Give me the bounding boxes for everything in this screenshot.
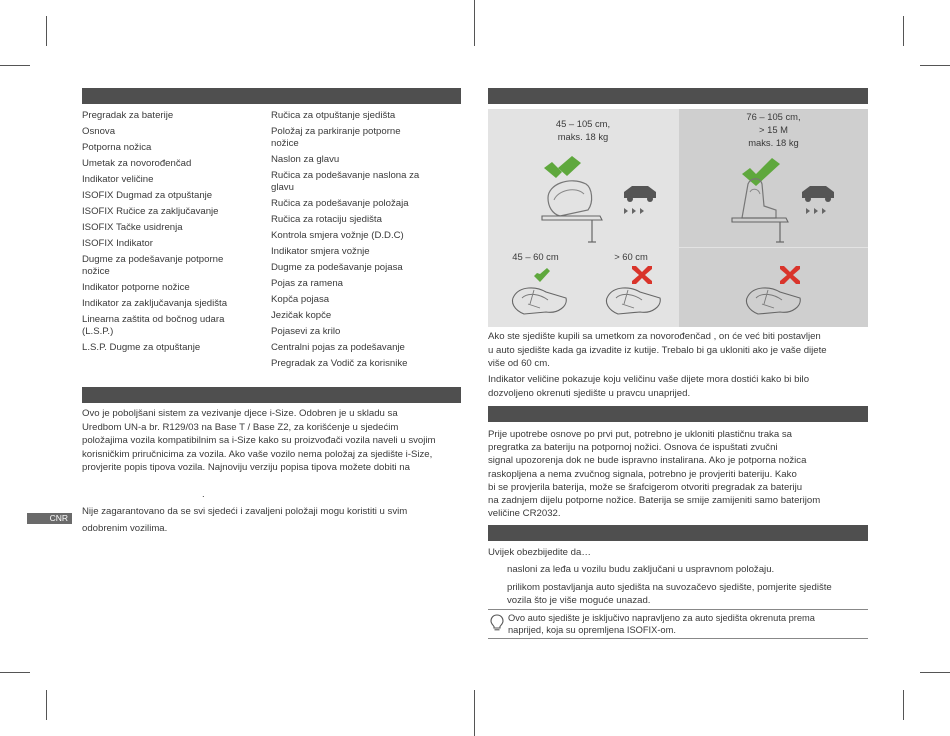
crop-mark [474, 0, 475, 46]
parts-list-2 [271, 110, 441, 374]
list-item: Centralni pojas za podešavanje [271, 342, 405, 353]
list-item: Pregradak za Vodič za korisnike [271, 358, 408, 369]
checklist [507, 563, 877, 608]
cross-icon [632, 266, 652, 284]
section-header-usage [488, 88, 868, 104]
seat-forward-illustration [720, 154, 860, 244]
insert-ok-illustration [506, 264, 576, 324]
lightbulb-icon [490, 614, 504, 632]
list-item: ISOFIX Dugmad za otpuštanje [82, 190, 213, 201]
crop-mark [903, 690, 904, 720]
crop-mark [46, 690, 47, 720]
list-item: vozila što je više moguće unazad. [507, 595, 651, 606]
list-item: Ručica za otpuštanje sjedišta [271, 110, 396, 121]
insert-text: Ako ste sjedište kupili sa umetkom za novorođenčad , on će već biti postavljen u auto sjedište kada ga izvadite iz kutije. Trebalo bi ga ukloniti ako je vaše dijete više od 60 cm. [488, 331, 827, 369]
list-item: Ručica za rotaciju sjedišta [271, 214, 382, 225]
list-item: Pojasevi za krilo [271, 326, 341, 337]
list-item: Položaj za parkiranje potporne nožice [271, 126, 401, 149]
list-item: Kontrola smjera vožnje (D.D.C) [271, 230, 404, 241]
list-item: Naslon za glavu [271, 154, 340, 165]
crop-mark [920, 65, 950, 66]
grid-label-2b: > 15 M [759, 124, 788, 135]
grid-label-2c: maks. 18 kg [748, 137, 799, 148]
list-item: ISOFIX Tačke usidrenja [82, 222, 183, 233]
warranty-text: Nije zagarantovano da se svi sjedeći i zavaljeni položaji mogu koristiti u svim odobrenim vozilima. [82, 506, 408, 534]
usage-grid [488, 109, 868, 327]
list-item: Pregradak za baterije [82, 110, 174, 121]
size-indicator-text: Indikator veličine pokazuje koju veličinu vaše dijete mora dostići kako bi bilo dozvoljeno okrenuti sjedište u pravcu unaprijed. [488, 374, 810, 399]
list-item: L.S.P. Dugme za otpuštanje [82, 342, 201, 353]
check-icon [534, 268, 550, 282]
list-item: Potporna nožica [82, 142, 152, 153]
crop-mark [0, 672, 30, 673]
language-tab: CNR [27, 513, 72, 524]
list-item: ISOFIX Indikator [82, 238, 153, 249]
battery-text: Prije upotrebe osnove po prvi put, potrebno je ukloniti plastičnu traka sa pregratka za bateriju na potpornoj nožici. Osnova će ispuštati zvučni signal upozorenja dok ne bude ispravno instalirana. Ako je potporna nožica raskopljena a nema zvučnog signala, potrebno je provjeriti bateriju. Kako bi se provjerila baterija, može se šrafcigerom otvoriti pregradak za bateriju na zadnjem dijelu potporne nožice. Baterija se smije zamijeniti samo baterijom veličine CR2032. [488, 429, 821, 520]
list-item: ISOFIX Ručice za zaključavanje [82, 206, 219, 217]
grid-label-2a: 76 – 105 cm, [746, 111, 801, 122]
crop-mark [474, 690, 475, 736]
crop-mark [920, 672, 950, 673]
check-icon [558, 156, 581, 176]
list-item: Indikator potporne nožice [82, 282, 190, 293]
insert-forward-no-illustration [740, 264, 810, 324]
section-header-battery [488, 406, 868, 422]
list-item: Ručica za podešavanje položaja [271, 198, 409, 209]
list-item: Indikator smjera vožnje [271, 246, 370, 257]
list-item: Pojas za ramena [271, 278, 343, 289]
grid-label-4: > 60 cm [614, 251, 648, 262]
list-item: prilikom postavljanja auto sjedišta na suvozačevo sjedište, pomjerite sjedište [507, 581, 832, 593]
list-item: Osnova [82, 126, 116, 137]
list-item: Dugme za podešavanje potporne nožice [82, 254, 224, 277]
direction-arrows-icon [806, 208, 826, 214]
cross-icon [780, 266, 800, 284]
crop-mark [46, 16, 47, 46]
grid-label-3: 45 – 60 cm [512, 251, 559, 262]
seat-rearward-illustration [528, 154, 668, 244]
list-item: Indikator veličine [82, 174, 154, 185]
section-header-approval [82, 387, 461, 403]
list-item: Ručica za podešavanje naslona za glavu [271, 170, 420, 193]
insert-no-illustration [600, 264, 670, 324]
list-item: Linearna zaštita od bočnog udara (L.S.P.) [82, 314, 225, 337]
car-icon [624, 186, 656, 198]
direction-arrows-icon [624, 208, 644, 214]
checklist-intro: Uvijek obezbijedite da… [488, 547, 591, 558]
list-item: Kopča pojasa [271, 294, 330, 305]
section-header-safety [488, 525, 868, 541]
parts-list-1 [82, 110, 252, 358]
grid-label-1a: 45 – 105 cm, [555, 118, 611, 129]
list-item: Indikator za zaključavanja sjedišta [82, 298, 228, 309]
crop-mark [903, 16, 904, 46]
crop-mark [0, 65, 30, 66]
list-item: Umetak za novorođenčad [82, 158, 192, 169]
approval-text: Ovo je poboljšani sistem za vezivanje djece i-Size. Odobren je u skladu sa Uredbom UN-a br. R129/03 na Base T / Base Z2, za korišćenje u sjedećim položajima vozila kompatibilnim sa i-Size kako su proizvođači vozila naveli u svojim korisničkim priručnicima za vozila. Ako vaše vozilo nema položaj za sjedište i-Size, provjerite popis tipova vozila. Najnoviju verziju popisa tipova možete dobiti na . [82, 408, 436, 500]
tip-text: Ovo auto sjedište je isključivo napravljeno za auto sjedišta okrenuta prema naprijed, koja su opremljena ISOFIX-om. [508, 613, 815, 635]
section-header-parts [82, 88, 461, 104]
list-item: nasloni za leđa u vozilu budu zaključani u uspravnom položaju. [507, 564, 775, 575]
tip-box [488, 609, 868, 639]
list-item: Jezičak kopče [271, 310, 332, 321]
list-item: Dugme za podešavanje pojasa [271, 262, 403, 273]
grid-label-1b: maks. 18 kg [557, 131, 609, 142]
car-icon [802, 186, 834, 198]
